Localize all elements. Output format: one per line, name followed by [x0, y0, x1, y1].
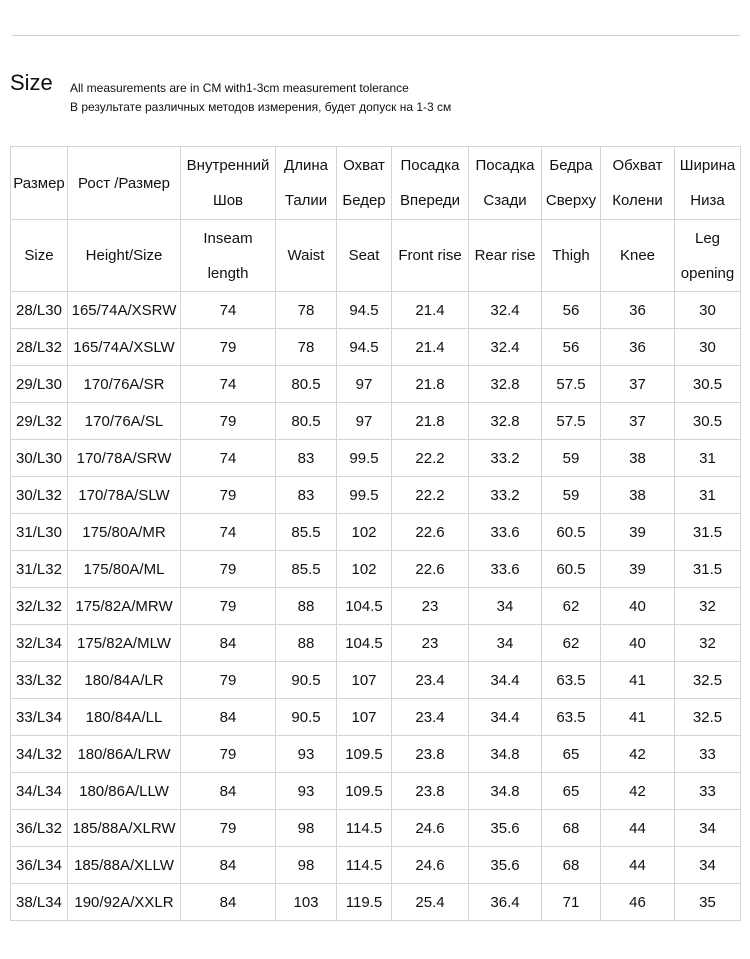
table-cell: 32.8: [469, 366, 542, 403]
table-cell: 34: [469, 588, 542, 625]
header-row-en: [11, 220, 741, 292]
table-cell: 63.5: [542, 662, 601, 699]
table-cell: 24.6: [392, 810, 469, 847]
table-cell: 32.8: [469, 403, 542, 440]
table-cell: 30.5: [675, 366, 741, 403]
table-cell: 38/L34: [11, 884, 68, 921]
header-cell: Рост /Размер: [68, 147, 181, 220]
tolerance-note-en: All measurements are in CM with1-3cm measurement tolerance: [70, 81, 409, 95]
table-cell: 62: [542, 625, 601, 662]
table-cell: 32: [675, 625, 741, 662]
table-cell: 84: [181, 847, 276, 884]
table-row: [11, 329, 741, 366]
header-cell: Thigh: [542, 220, 601, 292]
table-cell: 33: [675, 773, 741, 810]
table-cell: 34: [469, 625, 542, 662]
header-cell: Длина Талии: [276, 147, 337, 220]
table-cell: 24.6: [392, 847, 469, 884]
table-cell: 119.5: [337, 884, 392, 921]
table-cell: 170/76A/SR: [68, 366, 181, 403]
table-cell: 42: [601, 736, 675, 773]
header-cell: Размер: [11, 147, 68, 220]
table-cell: 22.2: [392, 440, 469, 477]
header-cell: Ширина Низа: [675, 147, 741, 220]
table-cell: 56: [542, 292, 601, 329]
table-cell: 37: [601, 403, 675, 440]
table-cell: 170/76A/SL: [68, 403, 181, 440]
table-cell: 65: [542, 773, 601, 810]
top-divider: [12, 35, 740, 36]
table-cell: 30/L32: [11, 477, 68, 514]
table-cell: 165/74A/XSRW: [68, 292, 181, 329]
table-cell: 23.4: [392, 662, 469, 699]
table-cell: 34.8: [469, 736, 542, 773]
table-cell: 90.5: [276, 699, 337, 736]
table-cell: 68: [542, 847, 601, 884]
table-cell: 63.5: [542, 699, 601, 736]
table-cell: 74: [181, 366, 276, 403]
table-cell: 98: [276, 847, 337, 884]
table-cell: 79: [181, 329, 276, 366]
table-cell: 79: [181, 477, 276, 514]
table-cell: 180/86A/LRW: [68, 736, 181, 773]
table-cell: 38: [601, 477, 675, 514]
table-cell: 84: [181, 625, 276, 662]
table-cell: 36/L32: [11, 810, 68, 847]
header-cell: Посадка Сзади: [469, 147, 542, 220]
header-cell: Rear rise: [469, 220, 542, 292]
table-cell: 33/L32: [11, 662, 68, 699]
header-row-ru: [11, 147, 741, 220]
table-cell: 83: [276, 440, 337, 477]
table-cell: 33/L34: [11, 699, 68, 736]
table-cell: 71: [542, 884, 601, 921]
table-cell: 102: [337, 551, 392, 588]
table-cell: 78: [276, 292, 337, 329]
table-cell: 79: [181, 551, 276, 588]
table-cell: 107: [337, 662, 392, 699]
table-cell: 31.5: [675, 551, 741, 588]
table-cell: 21.4: [392, 329, 469, 366]
table-cell: 80.5: [276, 403, 337, 440]
header-cell: Inseam length: [181, 220, 276, 292]
table-cell: 40: [601, 625, 675, 662]
table-cell: 28/L32: [11, 329, 68, 366]
table-cell: 23.8: [392, 773, 469, 810]
table-cell: 46: [601, 884, 675, 921]
table-cell: 33.2: [469, 477, 542, 514]
table-cell: 31: [675, 440, 741, 477]
table-cell: 21.8: [392, 366, 469, 403]
table-cell: 109.5: [337, 773, 392, 810]
table-row: [11, 588, 741, 625]
table-cell: 22.6: [392, 514, 469, 551]
header-cell: Size: [11, 220, 68, 292]
table-cell: 94.5: [337, 292, 392, 329]
table-cell: 34/L32: [11, 736, 68, 773]
table-cell: 94.5: [337, 329, 392, 366]
header-cell: Height/Size: [68, 220, 181, 292]
table-cell: 175/82A/MRW: [68, 588, 181, 625]
table-cell: 114.5: [337, 847, 392, 884]
table-cell: 170/78A/SRW: [68, 440, 181, 477]
table-cell: 79: [181, 810, 276, 847]
table-cell: 30: [675, 329, 741, 366]
table-row: [11, 366, 741, 403]
header-cell: Seat: [337, 220, 392, 292]
tolerance-note-ru: В результате различных методов измерения, будет допуск на 1-3 см: [70, 100, 452, 114]
table-cell: 93: [276, 736, 337, 773]
table-cell: 74: [181, 514, 276, 551]
table-cell: 180/84A/LR: [68, 662, 181, 699]
table-cell: 31.5: [675, 514, 741, 551]
header-cell: Leg opening: [675, 220, 741, 292]
table-cell: 185/88A/XLLW: [68, 847, 181, 884]
table-cell: 60.5: [542, 514, 601, 551]
table-cell: 21.8: [392, 403, 469, 440]
size-chart-table: [10, 146, 741, 921]
table-cell: 25.4: [392, 884, 469, 921]
table-cell: 31/L30: [11, 514, 68, 551]
header-cell: Обхват Колени: [601, 147, 675, 220]
table-cell: 57.5: [542, 403, 601, 440]
table-cell: 44: [601, 810, 675, 847]
table-row: [11, 699, 741, 736]
table-cell: 104.5: [337, 588, 392, 625]
table-cell: 31: [675, 477, 741, 514]
table-cell: 30/L30: [11, 440, 68, 477]
table-row: [11, 773, 741, 810]
table-row: [11, 292, 741, 329]
table-cell: 175/80A/MR: [68, 514, 181, 551]
table-cell: 37: [601, 366, 675, 403]
table-cell: 90.5: [276, 662, 337, 699]
table-cell: 36/L34: [11, 847, 68, 884]
table-cell: 34.4: [469, 699, 542, 736]
table-cell: 88: [276, 588, 337, 625]
header-cell: Посадка Впереди: [392, 147, 469, 220]
header-cell: Front rise: [392, 220, 469, 292]
table-cell: 34.4: [469, 662, 542, 699]
table-cell: 36.4: [469, 884, 542, 921]
table-cell: 180/86A/LLW: [68, 773, 181, 810]
table-cell: 32.4: [469, 329, 542, 366]
table-cell: 35: [675, 884, 741, 921]
table-row: [11, 440, 741, 477]
table-cell: 78: [276, 329, 337, 366]
table-cell: 32.4: [469, 292, 542, 329]
table-cell: 97: [337, 366, 392, 403]
table-cell: 103: [276, 884, 337, 921]
table-row: [11, 403, 741, 440]
header-cell: Waist: [276, 220, 337, 292]
table-cell: 93: [276, 773, 337, 810]
table-cell: 109.5: [337, 736, 392, 773]
table-cell: 79: [181, 662, 276, 699]
table-cell: 62: [542, 588, 601, 625]
table-cell: 22.6: [392, 551, 469, 588]
table-cell: 83: [276, 477, 337, 514]
table-cell: 23: [392, 625, 469, 662]
table-cell: 44: [601, 847, 675, 884]
table-cell: 79: [181, 588, 276, 625]
header-cell: Охват Бедер: [337, 147, 392, 220]
table-cell: 36: [601, 329, 675, 366]
table-cell: 34: [675, 810, 741, 847]
table-row: [11, 662, 741, 699]
table-cell: 170/78A/SLW: [68, 477, 181, 514]
table-cell: 84: [181, 884, 276, 921]
header-cell: Knee: [601, 220, 675, 292]
table-cell: 80.5: [276, 366, 337, 403]
table-cell: 102: [337, 514, 392, 551]
table-cell: 60.5: [542, 551, 601, 588]
table-cell: 30: [675, 292, 741, 329]
table-cell: 39: [601, 514, 675, 551]
table-cell: 33.6: [469, 551, 542, 588]
table-cell: 31/L32: [11, 551, 68, 588]
table-cell: 33.2: [469, 440, 542, 477]
table-cell: 114.5: [337, 810, 392, 847]
table-cell: 28/L30: [11, 292, 68, 329]
table-row: [11, 847, 741, 884]
table-cell: 65: [542, 736, 601, 773]
table-cell: 34: [675, 847, 741, 884]
table-cell: 85.5: [276, 514, 337, 551]
table-cell: 68: [542, 810, 601, 847]
table-cell: 32/L34: [11, 625, 68, 662]
table-cell: 180/84A/LL: [68, 699, 181, 736]
table-row: [11, 810, 741, 847]
table-cell: 36: [601, 292, 675, 329]
table-cell: 85.5: [276, 551, 337, 588]
table-cell: 74: [181, 440, 276, 477]
table-cell: 32: [675, 588, 741, 625]
page-title: Size: [10, 70, 53, 95]
table-cell: 23: [392, 588, 469, 625]
table-cell: 185/88A/XLRW: [68, 810, 181, 847]
table-cell: 41: [601, 699, 675, 736]
table-cell: 175/80A/ML: [68, 551, 181, 588]
table-cell: 33: [675, 736, 741, 773]
table-cell: 21.4: [392, 292, 469, 329]
table-cell: 34/L34: [11, 773, 68, 810]
table-cell: 38: [601, 440, 675, 477]
table-cell: 104.5: [337, 625, 392, 662]
table-row: [11, 625, 741, 662]
table-cell: 40: [601, 588, 675, 625]
table-cell: 84: [181, 699, 276, 736]
table-row: [11, 477, 741, 514]
table-cell: 22.2: [392, 477, 469, 514]
table-cell: 39: [601, 551, 675, 588]
table-cell: 23.4: [392, 699, 469, 736]
table-cell: 88: [276, 625, 337, 662]
table-cell: 32.5: [675, 699, 741, 736]
table-row: [11, 514, 741, 551]
table-row: [11, 736, 741, 773]
table-cell: 165/74A/XSLW: [68, 329, 181, 366]
table-cell: 29/L30: [11, 366, 68, 403]
table-cell: 29/L32: [11, 403, 68, 440]
header-cell: Бедра Сверху: [542, 147, 601, 220]
table-cell: 33.6: [469, 514, 542, 551]
table-body: [11, 292, 741, 921]
table-cell: 41: [601, 662, 675, 699]
table-cell: 35.6: [469, 847, 542, 884]
table-row: [11, 884, 741, 921]
table-cell: 175/82A/MLW: [68, 625, 181, 662]
table-cell: 99.5: [337, 440, 392, 477]
table-cell: 30.5: [675, 403, 741, 440]
table-cell: 98: [276, 810, 337, 847]
table-cell: 57.5: [542, 366, 601, 403]
header-cell: Внутренний Шов: [181, 147, 276, 220]
table-cell: 84: [181, 773, 276, 810]
table-cell: 32/L32: [11, 588, 68, 625]
table-cell: 59: [542, 440, 601, 477]
table-cell: 99.5: [337, 477, 392, 514]
table-cell: 34.8: [469, 773, 542, 810]
table-cell: 97: [337, 403, 392, 440]
table-cell: 190/92A/XXLR: [68, 884, 181, 921]
table-cell: 23.8: [392, 736, 469, 773]
table-cell: 79: [181, 403, 276, 440]
table-cell: 56: [542, 329, 601, 366]
table-cell: 74: [181, 292, 276, 329]
table-cell: 79: [181, 736, 276, 773]
table-cell: 42: [601, 773, 675, 810]
table-cell: 107: [337, 699, 392, 736]
table-cell: 35.6: [469, 810, 542, 847]
table-cell: 59: [542, 477, 601, 514]
table-row: [11, 551, 741, 588]
table-cell: 32.5: [675, 662, 741, 699]
